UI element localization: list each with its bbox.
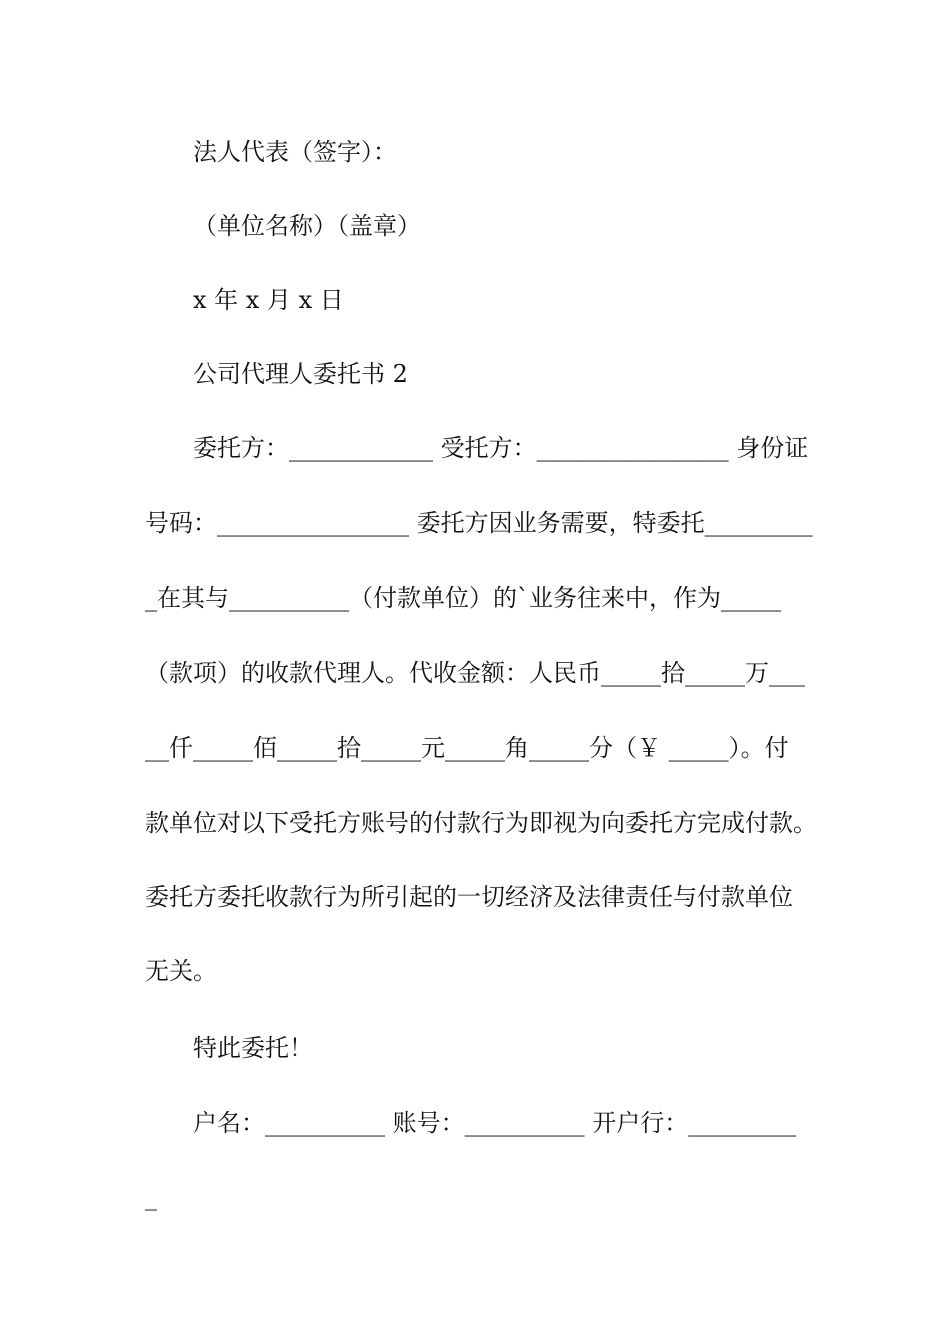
date-line: x 年 x 月 x 日 — [193, 286, 344, 314]
paragraph-line: __仟_____佰_____拾_____元_____角_____分（￥ _____）。付 — [145, 734, 789, 762]
unit-name-seal-line: （单位名称）（盖章） — [193, 212, 421, 240]
account-info-continuation: _ — [145, 1183, 157, 1211]
paragraph-line: _在其与__________（付款单位）的`业务往来中，作为_____ — [145, 584, 781, 612]
paragraph-line: 委托方委托收款行为所引起的一切经济及法律责任与付款单位 — [145, 883, 793, 911]
closing-line: 特此委托！ — [193, 1034, 313, 1062]
document-title: 公司代理人委托书 2 — [193, 360, 408, 388]
paragraph-line: 无关。 — [145, 957, 217, 985]
paragraph-line: 号码：________________ 委托方因业务需要，特委托_________ — [145, 509, 813, 537]
paragraph-line: （款项）的收款代理人。代收金额：人民币_____拾_____万___ — [145, 659, 805, 687]
legal-representative-signature-line: 法人代表（签字）： — [193, 138, 397, 166]
account-info-line: 户名：__________ 账号：__________ 开户行：_________ — [193, 1109, 797, 1137]
paragraph-line: 款单位对以下受托方账号的付款行为即视为向委托方完成付款。 — [145, 809, 817, 837]
paragraph-line: 委托方：____________ 受托方：________________ 身份证 — [193, 434, 809, 462]
